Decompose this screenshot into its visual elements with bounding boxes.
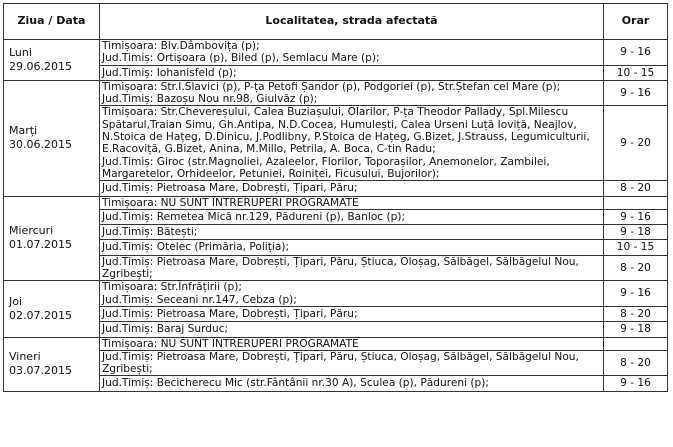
date: 29.06.2015 bbox=[9, 59, 72, 73]
location-cell bbox=[100, 281, 604, 307]
time-cell bbox=[604, 196, 668, 209]
location-header: Localitatea, strada afectată bbox=[100, 4, 604, 40]
location-cell bbox=[100, 306, 604, 321]
table-row bbox=[4, 350, 668, 376]
day-date-cell bbox=[4, 281, 100, 337]
time-cell: 8 - 20 bbox=[604, 255, 668, 281]
location-line: Timișoara: Str.Înfrățirii (p); bbox=[102, 281, 242, 294]
table-row bbox=[4, 65, 668, 80]
location-cell bbox=[100, 40, 604, 66]
location-line: Jud.Timiș: Bătești; bbox=[102, 226, 198, 239]
time-cell: 8 - 20 bbox=[604, 350, 668, 376]
location-line: Jud.Timiș: Pietroasa Mare, Dobrești, Țipari, Păru, Știuca, Oloșag, Sălbăgel, Sălbăgelul Nou, Zgribești; bbox=[102, 255, 579, 281]
location-line: Jud.Timiș: Giroc (str.Magnoliei, Azaleelor, Florilor, Toporașilor, Anemonelor, Zambilei, Margaretelor, Orhideelor, Petuniei, Roiniței, Ficusului, Bujorilor); bbox=[102, 155, 550, 180]
date: 03.07.2015 bbox=[9, 364, 72, 378]
table-row bbox=[4, 80, 668, 106]
location-line: Jud.Timiș: Remetea Mică nr.129, Pădureni (p), Banloc (p); bbox=[102, 210, 406, 223]
date: 30.06.2015 bbox=[9, 138, 72, 152]
day-date-cell bbox=[4, 337, 100, 391]
time-cell: 9 - 16 bbox=[604, 376, 668, 391]
table-row bbox=[4, 240, 668, 255]
table-row bbox=[4, 337, 668, 350]
location-line: Jud.Timiș: Bazoșu Nou nr.98, Giulvăz (p); bbox=[102, 93, 318, 106]
time-cell: 10 - 15 bbox=[604, 65, 668, 80]
location-line: Timișoara: Str.I.Slavici (p), P-ța Petofi Șandor (p), Podgoriei (p), Str.Ștefan cel Mare (p); bbox=[102, 80, 561, 93]
table-row bbox=[4, 376, 668, 391]
time-cell: 9 - 18 bbox=[604, 322, 668, 337]
time-cell: 9 - 16 bbox=[604, 209, 668, 224]
location-line: Jud.Timiș: Pietroasa Mare, Dobrești, Țipari, Păru; bbox=[102, 182, 358, 195]
location-cell bbox=[100, 181, 604, 196]
location-cell bbox=[100, 240, 604, 255]
table-row bbox=[4, 322, 668, 337]
table-row bbox=[4, 106, 668, 181]
location-cell bbox=[100, 337, 604, 350]
location-line: Jud.Timiș: Becicherecu Mic (str.Fântânii nr.30 A), Sculea (p), Pădureni (p); bbox=[102, 377, 489, 390]
day-name: Miercuri bbox=[9, 224, 54, 238]
table-row bbox=[4, 306, 668, 321]
table-row bbox=[4, 196, 668, 209]
location-line: Jud.Timiș: Pietroasa Mare, Dobrești, Țipari, Păru; bbox=[102, 307, 358, 320]
location-cell bbox=[100, 65, 604, 80]
time-cell: 9 - 18 bbox=[604, 225, 668, 240]
location-line: Jud.Timiș: Pietroasa Mare, Dobrești, Țipari, Păru, Știuca, Oloșag, Sălbăgel, Sălbăgelul Nou, Zgribești; bbox=[102, 350, 579, 376]
table-row bbox=[4, 209, 668, 224]
location-line: Jud.Timiș: Seceani nr.147, Cebza (p); bbox=[102, 293, 297, 306]
time-cell: 8 - 20 bbox=[604, 181, 668, 196]
time-cell: 10 - 15 bbox=[604, 240, 668, 255]
table-row bbox=[4, 281, 668, 307]
time-cell: 9 - 16 bbox=[604, 80, 668, 106]
time-cell: 8 - 20 bbox=[604, 306, 668, 321]
day-date-cell bbox=[4, 40, 100, 81]
schedule-body bbox=[4, 40, 668, 392]
time-header: Orar bbox=[604, 4, 668, 40]
date: 02.07.2015 bbox=[9, 308, 72, 322]
location-cell bbox=[100, 350, 604, 376]
location-cell bbox=[100, 322, 604, 337]
location-line: Jud.Timiș: Otelec (Primăria, Poliția); bbox=[102, 241, 290, 254]
outage-schedule-table bbox=[3, 3, 668, 392]
location-line: Timișoara: NU SUNT ÎNTRERUPERI PROGRAMATE bbox=[102, 196, 359, 209]
time-cell: 9 - 16 bbox=[604, 281, 668, 307]
location-cell bbox=[100, 196, 604, 209]
day-name: Joi bbox=[9, 294, 23, 308]
location-cell bbox=[100, 376, 604, 391]
location-cell bbox=[100, 225, 604, 240]
table-row bbox=[4, 181, 668, 196]
time-cell: 9 - 20 bbox=[604, 106, 668, 181]
day-date-cell bbox=[4, 196, 100, 281]
location-line: Jud.Timiș: Ortișoara (p), Biled (p), Semlacu Mare (p); bbox=[102, 52, 380, 65]
header-row bbox=[4, 4, 668, 40]
location-cell bbox=[100, 209, 604, 224]
location-line: Jud.Timiș: Iohanisfeld (p); bbox=[102, 66, 237, 79]
location-line: Timișoara: NU SUNT ÎNTRERUPERI PROGRAMATE bbox=[102, 337, 359, 350]
day-name: Vineri bbox=[9, 350, 41, 364]
location-line: Jud.Timiș: Baraj Surduc; bbox=[102, 323, 229, 336]
time-cell: 9 - 16 bbox=[604, 40, 668, 66]
location-cell bbox=[100, 255, 604, 281]
day-date-header: Ziua / Data bbox=[4, 4, 100, 40]
day-name: Luni bbox=[9, 45, 32, 59]
table-row bbox=[4, 255, 668, 281]
time-cell bbox=[604, 337, 668, 350]
location-cell bbox=[100, 80, 604, 106]
location-line: Timișoara: Blv.Dâmbovița (p); bbox=[102, 40, 260, 52]
location-cell bbox=[100, 106, 604, 181]
location-line: Timișoara: Str.Chevereșului, Calea Buziașului, Olarilor, P-ța Theodor Pallady, Spl.Milescu Spătarul,Traian Simu, Gh.Antipa, N.D.Cocea, Humulești, Calea Urseni Luță Ioviță, Neajlov, N.Stoica de Hațeg, D.Dinicu, J.Podlibny, P.Stoica de Hațeg, G.Bizet, J.Strauss, Legumiculturii, E.Racoviță, G.Bizet, Anina, M.Millo, Petrila, A. Boca, C-tin Radu; bbox=[102, 106, 590, 156]
day-name: Marți bbox=[9, 124, 38, 138]
date: 01.07.2015 bbox=[9, 238, 72, 252]
table-row bbox=[4, 40, 668, 66]
day-date-cell bbox=[4, 80, 100, 196]
table-row bbox=[4, 225, 668, 240]
